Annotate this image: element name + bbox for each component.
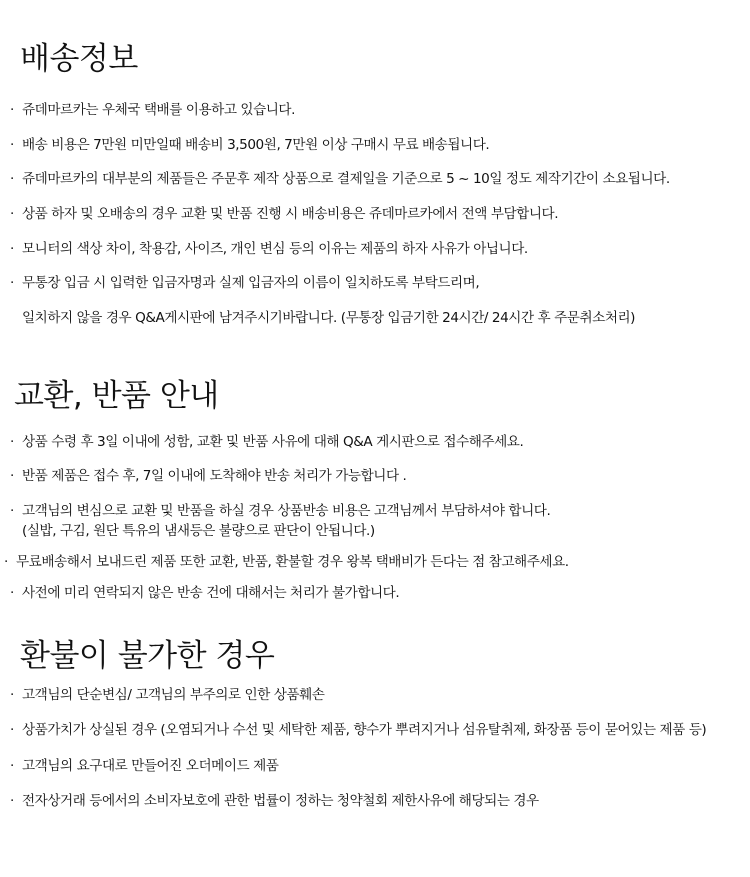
exchange-item (4, 556, 569, 570)
shipping-item (10, 277, 479, 291)
shipping-item-text: 쥬데마르카는 우체국 택배를 이용하고 있습니다. (22, 102, 295, 118)
bullet: · (4, 554, 8, 570)
bullet: · (10, 275, 14, 291)
no-refund-item-text: 고객님의 단순변심/ 고객님의 부주의로 인한 상품훼손 (22, 687, 325, 703)
bullet: · (10, 206, 14, 222)
bullet: · (10, 722, 14, 738)
shipping-item-text: 무통장 입금 시 입력한 입금자명과 실제 입금자의 이름이 일치하도록 부탁드리며, (22, 275, 480, 291)
no-refund-item (10, 689, 324, 703)
exchange-item (10, 505, 550, 519)
section-title-exchange-return: 교환, 반품 안내 (14, 378, 219, 414)
bullet: · (10, 137, 14, 153)
exchange-item (10, 587, 399, 601)
no-refund-item (10, 760, 278, 774)
bullet: · (10, 434, 14, 450)
bullet: · (10, 241, 14, 257)
shipping-item-text: 상품 하자 및 오배송의 경우 교환 및 반품 진행 시 배송비용은 쥬데마르카에서 전액 부담합니다. (22, 206, 559, 222)
shipping-item-continuation: 일치하지 않을 경우 Q&A게시판에 남겨주시기바랍니다. (무통장 입금기한 24시간/ 24시간 후 주문취소처리) (22, 310, 636, 326)
exchange-item-text: 사전에 미리 연락되지 않은 반송 건에 대해서는 처리가 불가합니다. (22, 585, 400, 601)
exchange-item-text: 반품 제품은 접수 후, 7일 이내에 도착해야 반송 처리가 가능합니다 . (22, 468, 407, 484)
bullet: · (10, 585, 14, 601)
section-title-no-refund: 환불이 불가한 경우 (20, 638, 275, 674)
shipping-item-text: 쥬데마르카의 대부분의 제품들은 주문후 제작 상품으로 결제일을 기준으로 5 ~ 10일 정도 제작기간이 소요됩니다. (22, 171, 670, 187)
no-refund-item-text: 상품가치가 상실된 경우 (오염되거나 수선 및 세탁한 제품, 향수가 뿌려지거나 섬유탈취제, 화장품 등이 묻어있는 제품 등) (22, 722, 707, 738)
no-refund-item-text: 전자상거래 등에서의 소비자보호에 관한 법률이 정하는 청약철회 제한사유에 해당되는 경우 (22, 793, 539, 809)
exchange-item (10, 470, 406, 484)
no-refund-item-text: 고객님의 요구대로 만들어진 오더메이드 제품 (22, 758, 279, 774)
shipping-item-text: 모니터의 색상 차이, 착용감, 사이즈, 개인 변심 등의 이유는 제품의 하자 사유가 아닙니다. (22, 241, 528, 257)
exchange-item-text: 고객님의 변심으로 교환 및 반품을 하실 경우 상품반송 비용은 고객님께서 부담하셔야 합니다. (22, 503, 551, 519)
no-refund-item (10, 724, 706, 738)
shipping-item (10, 208, 558, 222)
bullet: · (10, 102, 14, 118)
no-refund-item (10, 795, 539, 809)
section-title-shipping: 배송정보 (20, 41, 138, 77)
shipping-item (10, 243, 528, 257)
exchange-item-continuation: (실밥, 구김, 원단 특유의 냄새등은 불량으로 판단이 안됩니다.) (22, 523, 375, 539)
shipping-item-text: 배송 비용은 7만원 미만일때 배송비 3,500원, 7만원 이상 구매시 무료 배송됩니다. (22, 137, 490, 153)
shipping-item (10, 173, 670, 187)
bullet: · (10, 793, 14, 809)
bullet: · (10, 687, 14, 703)
exchange-item-text: 상품 수령 후 3일 이내에 성함, 교환 및 반품 사유에 대해 Q&A 게시판으로 접수해주세요. (22, 434, 524, 450)
shipping-item (10, 139, 489, 153)
exchange-item (10, 436, 523, 450)
bullet: · (10, 171, 14, 187)
bullet: · (10, 468, 14, 484)
bullet: · (10, 503, 14, 519)
exchange-item-text: 무료배송해서 보내드린 제품 또한 교환, 반품, 환불할 경우 왕복 택배비가 든다는 점 참고해주세요. (16, 554, 569, 570)
shipping-item (10, 104, 295, 118)
bullet: · (10, 758, 14, 774)
